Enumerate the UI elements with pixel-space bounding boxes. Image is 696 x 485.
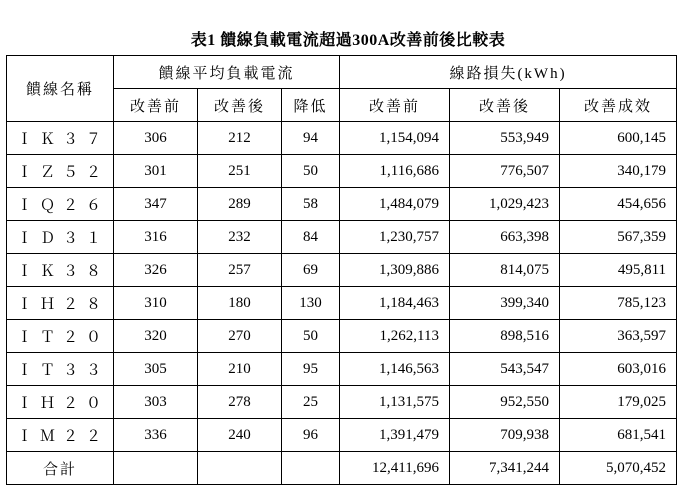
loss-effect-cell: 179,025 bbox=[560, 386, 677, 419]
loss-effect-cell: 495,811 bbox=[560, 254, 677, 287]
current-before-cell: 336 bbox=[114, 419, 198, 452]
loss-after-cell: 898,516 bbox=[450, 320, 560, 353]
loss-after-cell: 709,938 bbox=[450, 419, 560, 452]
current-after-cell: 270 bbox=[198, 320, 282, 353]
loss-effect-cell: 600,145 bbox=[560, 122, 677, 155]
loss-effect-cell: 454,656 bbox=[560, 188, 677, 221]
feeder-name-cell: ＩＫ３７ bbox=[7, 122, 114, 155]
total-empty-cell bbox=[114, 452, 198, 485]
loss-after-cell: 776,507 bbox=[450, 155, 560, 188]
loss-before-cell: 1,154,094 bbox=[340, 122, 450, 155]
loss-before-cell: 1,484,079 bbox=[340, 188, 450, 221]
header-current-after: 改善後 bbox=[198, 89, 282, 122]
current-after-cell: 232 bbox=[198, 221, 282, 254]
current-reduction-cell: 95 bbox=[282, 353, 340, 386]
feeder-comparison-table bbox=[6, 55, 677, 485]
current-reduction-cell: 96 bbox=[282, 419, 340, 452]
loss-before-cell: 1,309,886 bbox=[340, 254, 450, 287]
loss-effect-cell: 681,541 bbox=[560, 419, 677, 452]
current-before-cell: 347 bbox=[114, 188, 198, 221]
current-after-cell: 180 bbox=[198, 287, 282, 320]
current-before-cell: 301 bbox=[114, 155, 198, 188]
current-after-cell: 278 bbox=[198, 386, 282, 419]
total-loss-after: 7,341,244 bbox=[450, 452, 560, 485]
feeder-name-cell: ＩＺ５２ bbox=[7, 155, 114, 188]
table-row bbox=[7, 254, 677, 287]
header-current-before: 改善前 bbox=[114, 89, 198, 122]
header-loss-effect: 改善成效 bbox=[560, 89, 677, 122]
table-row bbox=[7, 122, 677, 155]
feeder-name-cell: ＩＫ３８ bbox=[7, 254, 114, 287]
loss-after-cell: 814,075 bbox=[450, 254, 560, 287]
feeder-name-cell: ＩＴ３３ bbox=[7, 353, 114, 386]
total-empty-cell bbox=[282, 452, 340, 485]
header-load-current: 饋線平均負載電流 bbox=[114, 56, 340, 89]
current-before-cell: 303 bbox=[114, 386, 198, 419]
header-loss-before: 改善前 bbox=[340, 89, 450, 122]
loss-after-cell: 553,949 bbox=[450, 122, 560, 155]
loss-before-cell: 1,131,575 bbox=[340, 386, 450, 419]
current-reduction-cell: 69 bbox=[282, 254, 340, 287]
table-row bbox=[7, 155, 677, 188]
header-loss-after: 改善後 bbox=[450, 89, 560, 122]
current-after-cell: 257 bbox=[198, 254, 282, 287]
loss-before-cell: 1,116,686 bbox=[340, 155, 450, 188]
loss-effect-cell: 567,359 bbox=[560, 221, 677, 254]
table-row bbox=[7, 221, 677, 254]
feeder-name-cell: ＩＤ３１ bbox=[7, 221, 114, 254]
current-reduction-cell: 50 bbox=[282, 320, 340, 353]
total-loss-effect: 5,070,452 bbox=[560, 452, 677, 485]
current-before-cell: 306 bbox=[114, 122, 198, 155]
loss-after-cell: 543,547 bbox=[450, 353, 560, 386]
current-before-cell: 310 bbox=[114, 287, 198, 320]
feeder-name-cell: ＩＨ２８ bbox=[7, 287, 114, 320]
current-after-cell: 212 bbox=[198, 122, 282, 155]
table-row bbox=[7, 188, 677, 221]
feeder-name-cell: ＩＱ２６ bbox=[7, 188, 114, 221]
loss-before-cell: 1,184,463 bbox=[340, 287, 450, 320]
loss-after-cell: 1,029,423 bbox=[450, 188, 560, 221]
feeder-name-cell: ＩＴ２０ bbox=[7, 320, 114, 353]
loss-effect-cell: 340,179 bbox=[560, 155, 677, 188]
current-reduction-cell: 94 bbox=[282, 122, 340, 155]
total-empty-cell bbox=[198, 452, 282, 485]
feeder-name-cell: ＩＨ２０ bbox=[7, 386, 114, 419]
table-row bbox=[7, 419, 677, 452]
table-row bbox=[7, 320, 677, 353]
header-row-1 bbox=[7, 56, 677, 89]
loss-after-cell: 399,340 bbox=[450, 287, 560, 320]
current-reduction-cell: 25 bbox=[282, 386, 340, 419]
current-after-cell: 251 bbox=[198, 155, 282, 188]
loss-effect-cell: 603,016 bbox=[560, 353, 677, 386]
total-label: 合計 bbox=[7, 452, 114, 485]
current-reduction-cell: 58 bbox=[282, 188, 340, 221]
header-current-reduction: 降低 bbox=[282, 89, 340, 122]
current-after-cell: 289 bbox=[198, 188, 282, 221]
loss-before-cell: 1,262,113 bbox=[340, 320, 450, 353]
loss-before-cell: 1,146,563 bbox=[340, 353, 450, 386]
current-reduction-cell: 130 bbox=[282, 287, 340, 320]
loss-effect-cell: 363,597 bbox=[560, 320, 677, 353]
table-caption: 表1 饋線負載電流超過300A改善前後比較表 bbox=[190, 32, 506, 49]
total-loss-before: 12,411,696 bbox=[340, 452, 450, 485]
current-before-cell: 326 bbox=[114, 254, 198, 287]
current-after-cell: 210 bbox=[198, 353, 282, 386]
loss-after-cell: 663,398 bbox=[450, 221, 560, 254]
current-before-cell: 305 bbox=[114, 353, 198, 386]
current-after-cell: 240 bbox=[198, 419, 282, 452]
header-line-loss: 線路損失(kWh) bbox=[340, 56, 677, 89]
feeder-name-cell: ＩＭ２２ bbox=[7, 419, 114, 452]
loss-effect-cell: 785,123 bbox=[560, 287, 677, 320]
current-before-cell: 316 bbox=[114, 221, 198, 254]
table-row bbox=[7, 386, 677, 419]
loss-before-cell: 1,230,757 bbox=[340, 221, 450, 254]
loss-before-cell: 1,391,479 bbox=[340, 419, 450, 452]
current-before-cell: 320 bbox=[114, 320, 198, 353]
current-reduction-cell: 50 bbox=[282, 155, 340, 188]
current-reduction-cell: 84 bbox=[282, 221, 340, 254]
loss-after-cell: 952,550 bbox=[450, 386, 560, 419]
table-row bbox=[7, 353, 677, 386]
table-row bbox=[7, 287, 677, 320]
total-row bbox=[7, 452, 677, 485]
header-feeder-name: 饋線名稱 bbox=[7, 56, 114, 122]
